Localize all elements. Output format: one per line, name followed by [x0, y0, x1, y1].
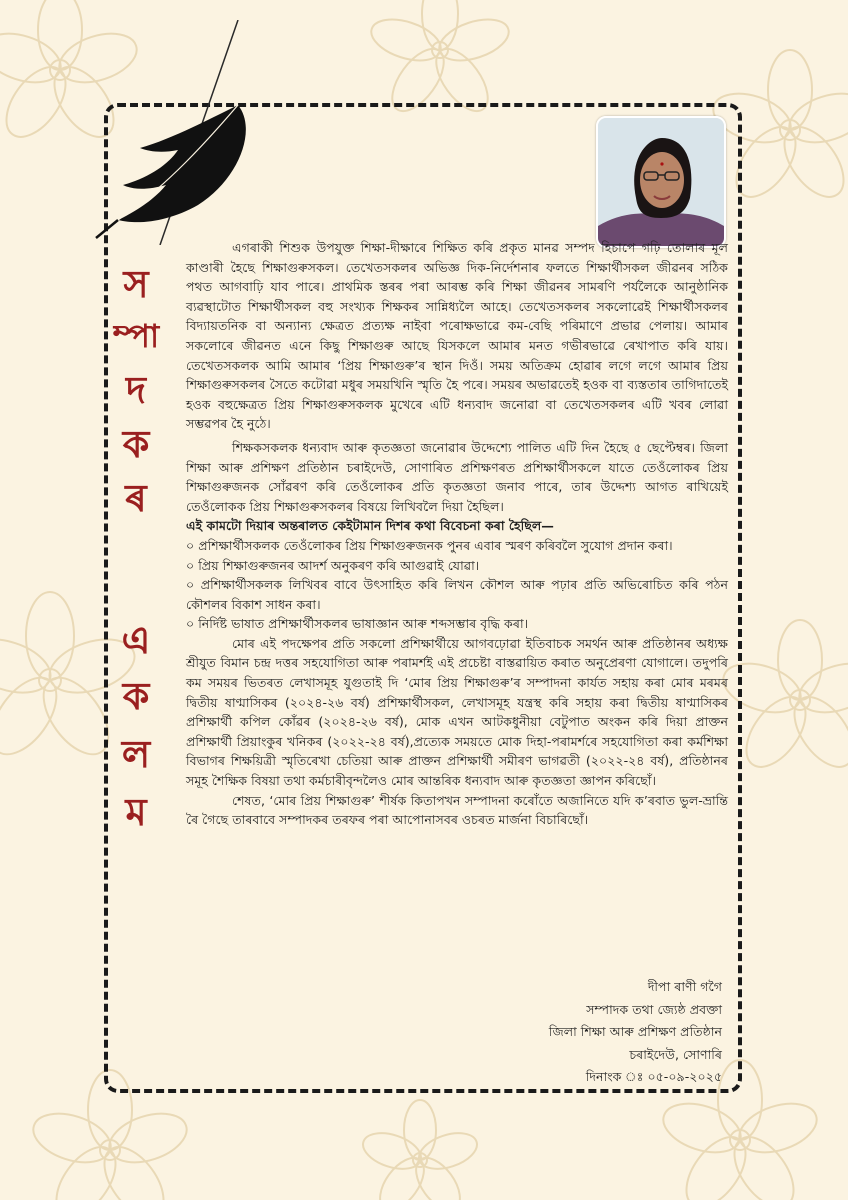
editorial-body [186, 238, 728, 830]
title-char: ক [122, 674, 150, 718]
institution-location: চৰাইদেউ, সোণাৰি [629, 1046, 722, 1062]
intro-paragraph: এগৰাকী শিশুক উপযুক্ত শিক্ষা-দীক্ষাৰে শিক্ষিত কৰি প্ৰকৃত মানৱ সম্পদ হিচাপে গঢ়ি তোলাৰ মূল কাণ্ডাৰী হৈছে শিক্ষাগুৰুসকল। তেখেতসকলৰ অভিজ্ঞ দিক-নিৰ্দেশনাৰ ফলতে শিক্ষাৰ্থীসকল জীৱনৰ সঠিক পথত আগবাঢ়ি যাব পাৰে। প্ৰাথমিক স্তৰৰ পৰা আৰম্ভ কৰি শিক্ষা জীৱনৰ সামৰণি পৰ্যলৈকে আনুষ্ঠানিক ব্যৱস্থাটোত শিক্ষাৰ্থীসকল বহু সংখ্যক শিক্ষকৰ সান্নিধ্যলৈ আহে। তেখেতসকলৰ সকলোৱেই শিক্ষাৰ্থীসকলৰ বিদ্যায়তনিক বা অন্যান্য ক্ষেত্ৰত প্ৰত্যক্ষ নাইবা পৰোক্ষভাৱে কম-বেছি পৰিমাণে প্ৰভাৱ পেলায়। আমাৰ সকলোৰে জীৱনত এনে কিছু শিক্ষাগুৰু আছে যিসকলে আমাৰ মনত গভীৰভাৱে ৰেখাপাত কৰি যায়। তেখেতসকলক আমি আমাৰ ‘প্ৰিয় শিক্ষাগুৰু’ৰ স্থান দিওঁ। সময় অতিক্ৰম হোৱাৰ লগে লগে আমাৰ প্ৰিয় শিক্ষাগুৰুসকলৰ সৈতে কটোৱা মধুৰ সময়খিনি স্মৃতি হৈ পৰে। সময়ৰ অভাৱতেই হওক বা ব্যস্ততাৰ তাগিদাতেই হওক বহুক্ষেত্ৰত প্ৰিয় শিক্ষাগুৰুসকলক মুখেৰে এটি ধন্যবাদ জনোৱা বা তেখেতসকলৰ এটি খবৰ লোৱা সম্ভৱপৰ হৈ নুঠে। [186, 240, 728, 432]
acknowledgement-paragraph: মোৰ এই পদক্ষেপৰ প্ৰতি সকলো প্ৰশিক্ষাৰ্থীয়ে আগবঢ়োৱা ইতিবাচক সমৰ্থন আৰু প্ৰতিষ্ঠানৰ অধ্যক্ষ শ্ৰীযুত বিমান চন্দ্ৰ দত্তৰ সহযোগিতা আৰু পৰামৰ্শই এই প্ৰচেষ্টা বাস্তৱায়িত কৰাত অনুপ্ৰেৰণা যোগালে। তদুপৰি কম সময়ৰ ভিতৰত লেখাসমূহ যুগুতাই দি ‘মোৰ প্ৰিয় শিক্ষাগুৰু’ৰ সম্পাদনা কাৰ্যত সহায় কৰা মোৰ মৰমৰ দ্বিতীয় ষাণ্মাসিকৰ (২০২৪-২৬ বৰ্ষ) প্ৰশিক্ষাৰ্থীসকল, লেখাসমূহ যন্ত্ৰস্থ কৰি সহায় কৰা দ্বিতীয় ষাণ্মাসিকৰ প্ৰশিক্ষাৰ্থী কপিল কোঁৱৰ (২০২৪-২৬ বৰ্ষ), মোক এখন আটকধুনীয়া বেটুপাত অংকন কৰি দিয়া প্ৰাক্তন প্ৰশিক্ষাৰ্থী প্ৰিয়াংকুৰ খনিকৰ (২০২২-২৪ বৰ্ষ),প্ৰত্যেক সময়তে মোক দিহা-পৰামৰ্শৰে সহযোগিতা কৰা কৰ্মশিক্ষা বিভাগৰ শিক্ষয়িত্ৰী স্মৃতিৰেখা চেতিয়া আৰু প্ৰাক্তন প্ৰশিক্ষাৰ্থী সমীৰণ ভাগৱতী (২০২২-২৪ বৰ্ষ), প্ৰতিষ্ঠানৰ সমূহ শৈক্ষিক বিষয়া তথা কৰ্মচাৰীবৃন্দলৈও মোৰ আন্তৰিক ধন্যবাদ আৰু কৃতজ্ঞতা জ্ঞাপন কৰিছোঁ। [186, 635, 728, 789]
quill-pen-icon [88, 20, 258, 245]
editor-name: দীপা ৰাণী গগৈ [647, 979, 722, 994]
vertical-title [112, 262, 160, 862]
editor-designation: সম্পাদক তথা জ্যেষ্ঠ প্ৰবক্তা [586, 1001, 722, 1017]
closing-paragraph: শেষত, ‘মোৰ প্ৰিয় শিক্ষাগুৰু’ শীৰ্ষক কিতাপখন সম্পাদনা কৰোঁতে অজানিতে যদি ক’ৰবাত ভুল-ভ্ৰান্তি ৰৈ গৈছে তাৰবাবে সম্পাদকৰ তৰফৰ পৰা আপোনাসবৰ ওচৰত মাৰ্জনা বিচাৰিছোঁ। [186, 792, 728, 828]
bullet-item: ০ প্ৰশিক্ষাৰ্থীসকলক লিখিবৰ বাবে উৎসাহিত কৰি লিখন কৌশল আৰু পঢ়াৰ প্ৰতি অভিৰোচিত কৰি পঠন কৌশলৰ বিকাশ সাধন কৰা। [186, 577, 728, 612]
institution-name: জিলা শিক্ষা আৰু প্ৰশিক্ষণ প্ৰতিষ্ঠান [548, 1024, 722, 1039]
signature-date: দিনাংক ঃ ০৫-০৯-২০২৫ [585, 1069, 722, 1084]
considerations-heading: এই কামটো দিয়াৰ অন্তৰালত কেইটামান দিশৰ কথা বিবেচনা কৰা হৈছিল— [186, 518, 554, 534]
title-char: দ [126, 368, 146, 412]
title-char: ম্পা [112, 317, 160, 355]
editor-photo [596, 116, 726, 248]
title-char: ম [125, 790, 147, 834]
title-char: ৰ [125, 476, 147, 520]
bullet-item: ০ প্ৰিয় শিক্ষাগুৰুজনৰ আদৰ্শ অনুকৰণ কৰি আগুৱাই যোৱা। [186, 557, 480, 573]
signature-block [549, 976, 722, 1089]
bullet-item: ০ নিৰ্দিষ্ট ভাষাত প্ৰশিক্ষাৰ্থীসকলৰ ভাষাজ্ঞান আৰু শব্দসম্ভাৰ বৃদ্ধি কৰা। [186, 616, 529, 632]
title-char: স [123, 262, 149, 306]
bullet-item: ০ প্ৰশিক্ষাৰ্থীসকলক তেওঁলোকৰ প্ৰিয় শিক্ষাগুৰুজনক পুনৰ এবাৰ স্মৰণ কৰিবলৈ সুযোগ প্ৰদান কৰা। [186, 537, 673, 553]
title-char: ল [121, 732, 151, 776]
purpose-paragraph: শিক্ষকসকলক ধন্যবাদ আৰু কৃতজ্ঞতা জনোৱাৰ উদ্দেশ্যে পালিত এটি দিন হৈছে ৫ ছেপ্টেম্বৰ। জিলা শিক্ষা আৰু প্ৰশিক্ষণ প্ৰতিষ্ঠান চৰাইদেউ, সোণাৰিত প্ৰশিক্ষণৰত প্ৰশিক্ষাৰ্থীসকলে যাতে তেওঁলোকৰ প্ৰিয় শিক্ষাগুৰুজনক সোঁৱৰণ কৰি তেওঁলোকৰ প্ৰতি কৃতজ্ঞতা জনাব পাৰে, তাৰ উদ্দেশ্য আগত ৰাখিয়েই তেওঁলোকক প্ৰিয় শিক্ষাগুৰুসকলৰ বিষয়ে লিখিবলৈ দিয়া হৈছিল। [186, 439, 728, 514]
title-char: এ [121, 618, 151, 662]
title-char: ক [122, 422, 150, 466]
